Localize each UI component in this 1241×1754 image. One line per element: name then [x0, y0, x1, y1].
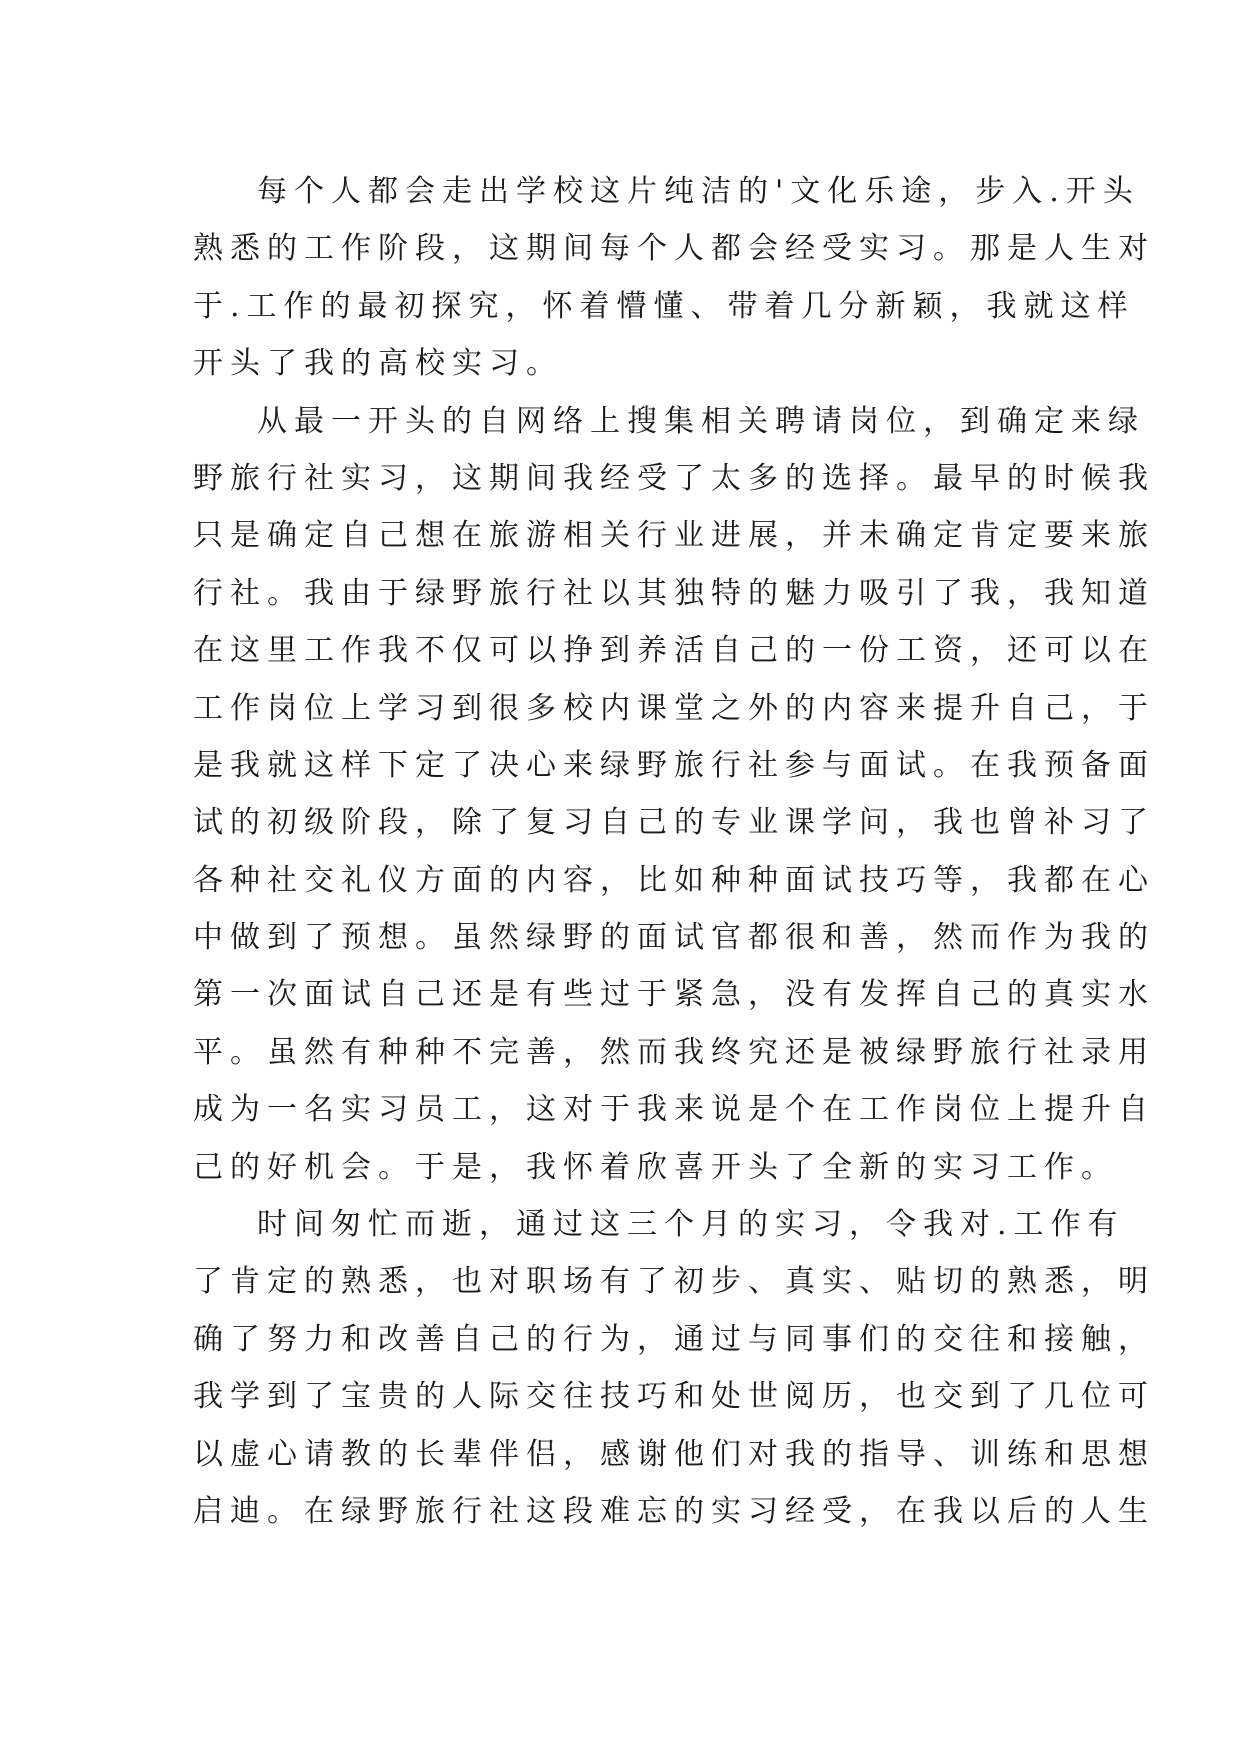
- text-line: 了肯定的熟悉，也对职场有了初步、真实、贴切的熟悉，明: [193, 1264, 1155, 1300]
- text-line: 在这里工作我不仅可以挣到养活自己的一份工资，还可以在: [193, 633, 1155, 669]
- text-line: 从最一开头的自网络上搜集相关聘请岗位，到确定来绿: [257, 403, 1145, 439]
- paragraph: [193, 163, 1155, 393]
- text-line: 启迪。在绿野旅行社这段难忘的实习经受，在我以后的人生: [193, 1493, 1155, 1529]
- text-line: 每个人都会走出学校这片纯洁的'文化乐途，步入.开头: [257, 174, 1140, 209]
- text-line: 只是确定自己想在旅游相关行业进展，并未确定肯定要来旅: [193, 518, 1155, 554]
- text-line: 各种社交礼仪方面的内容，比如种种面试技巧等，我都在心: [193, 862, 1155, 898]
- text-line: 中做到了预想。虽然绿野的面试官都很和善，然而作为我的: [193, 920, 1155, 956]
- text-line: 确了努力和改善自己的行为，通过与同事们的交往和接触，: [193, 1321, 1155, 1357]
- text-line: 熟悉的工作阶段，这期间每个人都会经受实习。那是人生对: [193, 231, 1155, 267]
- document-body: [193, 163, 1155, 1540]
- text-line: 以虚心请教的长辈伴侣，感谢他们对我的指导、训练和思想: [193, 1436, 1155, 1472]
- text-line: 己的好机会。于是，我怀着欣喜开头了全新的实习工作。: [193, 1149, 1118, 1185]
- text-line: 第一次面试自己还是有些过于紧急，没有发挥自己的真实水: [193, 977, 1155, 1013]
- text-line: 于.工作的最初探究，怀着懵懂、带着几分新颖，我就这样: [193, 288, 1135, 324]
- text-line: 我学到了宝贵的人际交往技巧和处世阅历，也交到了几位可: [193, 1379, 1155, 1415]
- text-line: 成为一名实习员工，这对于我来说是个在工作岗位上提升自: [193, 1092, 1155, 1128]
- text-line: 工作岗位上学习到很多校内课堂之外的内容来提升自己，于: [193, 690, 1155, 726]
- text-line: 平。虽然有种种不完善，然而我终究还是被绿野旅行社录用: [193, 1034, 1155, 1070]
- text-line: 行社。我由于绿野旅行社以其独特的魅力吸引了我，我知道: [193, 575, 1155, 611]
- text-line: 开头了我的高校实习。: [193, 346, 563, 382]
- paragraph: [193, 1196, 1155, 1540]
- text-line: 试的初级阶段，除了复习自己的专业课学问，我也曾补习了: [193, 805, 1155, 841]
- paragraph: [193, 393, 1155, 1196]
- text-line: 是我就这样下定了决心来绿野旅行社参与面试。在我预备面: [193, 747, 1155, 783]
- text-line: 时间匆忙而逝，通过这三个月的实习，令我对.工作有: [257, 1207, 1125, 1243]
- text-line: 野旅行社实习，这期间我经受了太多的选择。最早的时候我: [193, 460, 1155, 496]
